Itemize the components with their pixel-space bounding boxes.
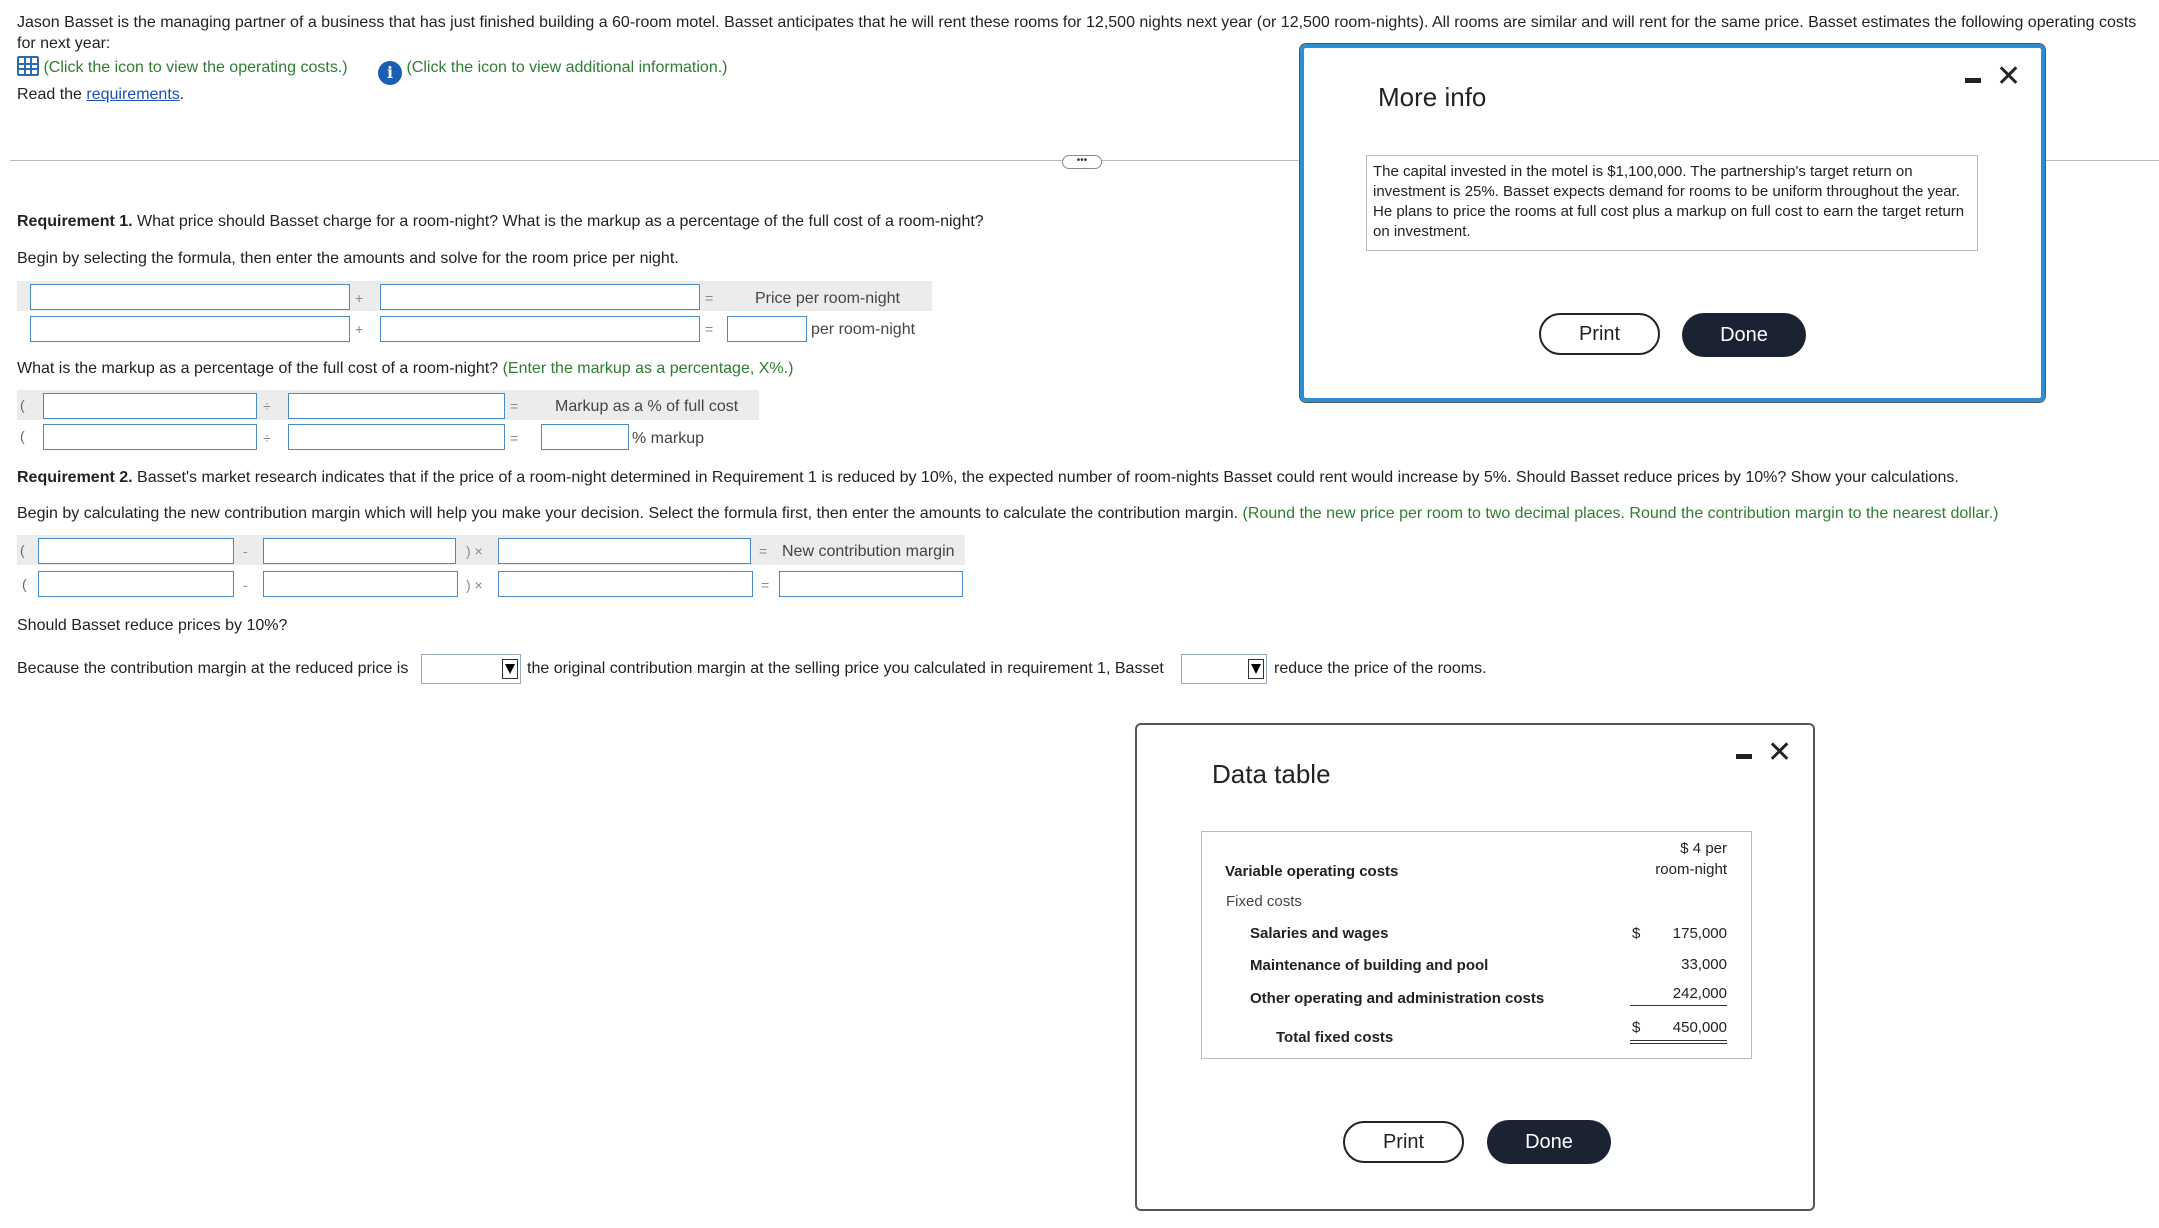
req2-instruction <box>17 505 2137 523</box>
price-per-room-night-input[interactable] <box>727 316 807 342</box>
equals-sign: = <box>759 543 768 559</box>
because-suffix: reduce the price of the rooms. <box>1274 660 1487 677</box>
plus-sign: + <box>355 321 364 337</box>
divide-sign: ÷ <box>263 430 271 446</box>
dollar-sign: $ <box>1632 925 1641 942</box>
print-button[interactable]: Print <box>1539 313 1660 355</box>
req1-label: Requirement 1. <box>17 213 133 230</box>
more-info-title: More info <box>1378 82 1487 112</box>
req2-hint: (Round the new price per room to two decimal places. Round the contribution margin to the nearest dollar.) <box>1238 505 1999 522</box>
req2-question-text: Basset's market research indicates that if the price of a room-night determined in Requirement 1 is reduced by 10%, the expected number of room-nights Basset could rent would increase by 5%. Should Basset reduce prices by 10%? Show your calculations. <box>132 469 1959 486</box>
read-requirements <box>17 86 184 104</box>
markup-question <box>17 360 793 378</box>
read-suffix: . <box>179 86 185 103</box>
open-paren: ( <box>20 542 25 558</box>
minimize-icon[interactable] <box>1736 754 1752 759</box>
reduce-decision-select[interactable] <box>1181 654 1267 684</box>
req2-amount-3[interactable] <box>498 571 753 597</box>
expand-handle[interactable]: ••• <box>1062 155 1102 169</box>
data-table-dialog <box>1135 723 1815 1211</box>
done-button[interactable]: Done <box>1682 313 1806 357</box>
req1-question <box>17 213 984 231</box>
req1-formula-term-2[interactable] <box>380 284 700 310</box>
subtotal-rule <box>1630 1005 1727 1006</box>
variable-costs-label: Variable operating costs <box>1225 863 1399 880</box>
row-label: Salaries and wages <box>1250 925 1389 942</box>
open-paren: ( <box>22 576 27 592</box>
total-rule-2 <box>1630 1043 1727 1044</box>
req2-formula-term-3[interactable] <box>498 538 751 564</box>
new-contribution-margin-input[interactable] <box>779 571 963 597</box>
markup-formula-term-2[interactable] <box>288 393 505 419</box>
row-value: 33,000 <box>1681 956 1727 973</box>
open-paren: ( <box>20 397 25 413</box>
times-sign: ) × <box>466 543 483 559</box>
requirements-link[interactable]: requirements <box>86 86 180 103</box>
equals-sign: = <box>705 290 714 306</box>
data-table-title: Data table <box>1212 759 1331 789</box>
open-paren: ( <box>20 428 25 444</box>
equals-sign: = <box>510 430 519 446</box>
req1-formula-term-1[interactable] <box>30 284 350 310</box>
markup-hint: (Enter the markup as a percentage, X%.) <box>498 360 794 377</box>
info-link[interactable]: (Click the icon to view additional information.) <box>406 59 728 76</box>
req1-amount-2[interactable] <box>380 316 700 342</box>
plus-sign: + <box>355 290 364 306</box>
row-label: Maintenance of building and pool <box>1250 957 1489 974</box>
markup-question-text: What is the markup as a percentage of the full cost of a room-night? <box>17 360 499 377</box>
row-value: 242,000 <box>1672 985 1727 1002</box>
because-prefix: Because the contribution margin at the reduced price is <box>17 660 409 677</box>
header-line-2: room-night <box>1655 861 1727 878</box>
info-icon[interactable]: i <box>378 61 402 85</box>
close-icon[interactable]: ✕ <box>1767 736 1793 769</box>
req2-formula-term-1[interactable] <box>38 538 234 564</box>
markup-percent-input[interactable] <box>541 424 629 450</box>
because-middle: the original contribution margin at the selling price you calculated in requirement 1, Basset <box>527 660 1164 677</box>
row-value: 175,000 <box>1672 925 1727 942</box>
divide-sign: ÷ <box>263 398 271 414</box>
equals-sign: = <box>705 321 714 337</box>
req2-question <box>17 469 2137 487</box>
equals-sign: = <box>761 577 770 593</box>
should-reduce-question: Should Basset reduce prices by 10%? <box>17 617 288 634</box>
equals-sign: = <box>510 398 519 414</box>
minimize-icon[interactable] <box>1965 78 1981 83</box>
read-prefix: Read the <box>17 86 87 103</box>
markup-amount-1[interactable] <box>43 424 257 450</box>
more-info-dialog <box>1300 44 2045 402</box>
req1-amount-1[interactable] <box>30 316 350 342</box>
close-icon[interactable]: ✕ <box>1996 60 2022 93</box>
more-info-text: The capital invested in the motel is $1,100,000. The partnership's target return on investment is 25%. Basset expects demand for rooms to be uniform throughout the year. He plans to price the rooms at full cost plus a markup on full cost to earn the target return on investment. <box>1366 155 1978 251</box>
done-button[interactable]: Done <box>1487 1120 1611 1164</box>
new-contribution-margin-label: New contribution margin <box>782 543 955 560</box>
section-divider-right <box>2045 160 2159 161</box>
times-sign: ) × <box>466 577 483 593</box>
markup-amount-2[interactable] <box>288 424 505 450</box>
info-link-row <box>378 56 727 85</box>
total-fixed-costs-value: 450,000 <box>1672 1019 1727 1036</box>
costs-link-row <box>17 56 348 80</box>
dollar-sign: $ <box>1632 1019 1641 1036</box>
fixed-costs-label: Fixed costs <box>1226 893 1302 910</box>
total-fixed-costs-label: Total fixed costs <box>1276 1029 1394 1046</box>
markup-formula-term-1[interactable] <box>43 393 257 419</box>
print-button[interactable]: Print <box>1343 1121 1464 1163</box>
table-icon[interactable] <box>17 56 39 76</box>
markup-result-label: Markup as a % of full cost <box>555 398 739 415</box>
costs-link[interactable]: (Click the icon to view the operating costs.) <box>43 59 348 76</box>
header-line-1: $ 4 per <box>1680 840 1727 857</box>
req2-formula-term-2[interactable] <box>263 538 456 564</box>
section-divider <box>10 160 1300 161</box>
price-per-room-night-label: Price per room-night <box>755 290 900 307</box>
chevron-down-icon[interactable] <box>1248 659 1264 679</box>
intro-text: Jason Basset is the managing partner of a business that has just finished building a 60-room motel. Basset anticipates that he will rent these rooms for 12,500 nights next year (or 12,500 room-nights). All rooms are similar and will rent for the same price. Basset estimates the following operating costs for next year: <box>17 14 2137 52</box>
minus-sign: - <box>243 543 248 559</box>
req2-instruction-text: Begin by calculating the new contribution margin which will help you make your decision. Select the formula first, then enter the amounts to calculate the contribution margin. <box>17 505 1239 522</box>
per-room-night-unit: per room-night <box>811 321 916 338</box>
percent-markup-unit: % markup <box>632 430 705 447</box>
margin-comparison-select[interactable] <box>421 654 521 684</box>
req2-label: Requirement 2. <box>17 469 133 486</box>
operating-costs-table <box>1201 831 1752 1059</box>
minus-sign: - <box>243 577 248 593</box>
req1-question-text: What price should Basset charge for a room-night? What is the markup as a percentage of the full cost of a room-night? <box>132 213 984 230</box>
total-rule-1 <box>1630 1040 1727 1041</box>
req1-instruction: Begin by selecting the formula, then enter the amounts and solve for the room price per night. <box>17 250 679 267</box>
chevron-down-icon[interactable] <box>502 659 518 679</box>
row-label: Other operating and administration costs <box>1250 990 1545 1007</box>
req2-amount-1[interactable] <box>38 571 234 597</box>
req2-amount-2[interactable] <box>263 571 458 597</box>
